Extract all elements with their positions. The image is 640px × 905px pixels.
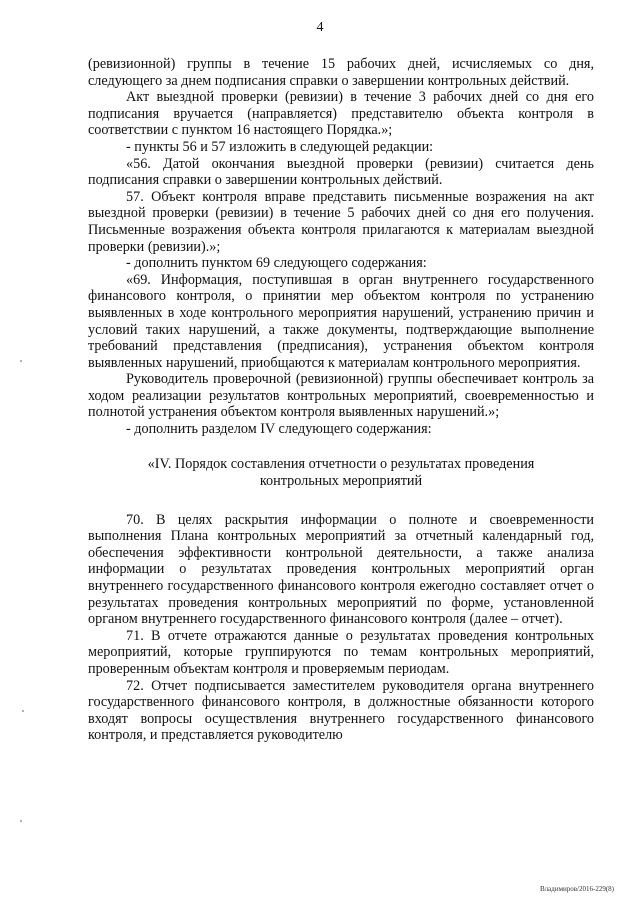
section-heading-line-1: «IV. Порядок составления отчетности о результатах проведения — [147, 455, 535, 472]
paragraph-item-71: 71. В отчете отражаются данные о результатах проведения контрольных мероприятий, которые группируются по темам контрольных мероприятий, проверенным объектам контроля и проверяемым периодам. — [88, 627, 594, 677]
paragraph-item-72: 72. Отчет подписывается заместителем руководителя органа внутреннего государственного финансового контроля, в должностные обязанности которого входят вопросы осуществления внутреннего государственного финансового контроля, и представляется руководителю — [88, 677, 594, 744]
footer-document-code: Владимиров/2016-229(8) — [540, 885, 614, 893]
scan-speck — [20, 360, 22, 362]
paragraph-item-57: 57. Объект контроля вправе представить письменные возражения на акт выездной проверки (ревизии) в течение 5 рабочих дней со дня его получения. Письменные возражения объекта контроля прилагаются к материалам выездной проверки (ревизии).»; — [88, 188, 594, 255]
paragraph-add-69: - дополнить пунктом 69 следующего содержания: — [126, 255, 427, 272]
paragraph-add-section-iv: - дополнить разделом IV следующего содержания: — [126, 421, 432, 438]
paragraph-item-69: «69. Информация, поступившая в орган внутреннего государственного финансового контроля, о принятии мер объектом контроля по устранению выявленных в ходе контрольного мероприятия нарушений, устранению причин и условий таких нарушений, а также документы, подтверждающие выполнение требований представления (предписания), устранения объектом контроля выявленных нарушений, приобщаются к материалам контрольного мероприятия. — [88, 271, 594, 371]
document-body — [88, 56, 594, 744]
paragraph-act-delivery: Акт выездной проверки (ревизии) в течение 3 рабочих дней со дня его подписания вручается (направляется) представителю объекта контроля в соответствии с пунктом 16 настоящего Порядка.»; — [88, 89, 594, 139]
paragraph-continuation: (ревизионной) группы в течение 15 рабочих дней, исчисляемых со дня, следующего за днем подписания справки о завершении контрольных действий. — [88, 56, 594, 89]
scan-speck — [22, 710, 24, 712]
paragraph-item-70: 70. В целях раскрытия информации о полноте и своевременности выполнения Плана контрольных мероприятий за отчетный календарный год, обеспечения эффективности контрольной деятельности, а также анализа информации о результатах проведения контрольных мероприятий орган внутреннего государственного финансового контроля ежегодно составляет отчет о результатах проведения контрольных мероприятий по форме, установленной органом внутреннего государственного финансового контроля (далее – отчет). — [88, 511, 594, 628]
scan-speck — [20, 820, 22, 822]
page-number: 4 — [316, 20, 324, 35]
section-heading-line-2: контрольных мероприятий — [259, 472, 423, 489]
paragraph-item-56: «56. Датой окончания выездной проверки (ревизии) считается день подписания справки о завершении контрольных действий. — [88, 155, 594, 189]
paragraph-group-leader: Руководитель проверочной (ревизионной) группы обеспечивает контроль за ходом реализации результатов контрольных мероприятий, своевременностью и полнотой устранения объектом контроля выявленных нарушений.»; — [88, 371, 594, 421]
section-heading — [88, 456, 594, 490]
paragraph-amend-56-57: - пункты 56 и 57 изложить в следующей редакции: — [126, 138, 434, 155]
